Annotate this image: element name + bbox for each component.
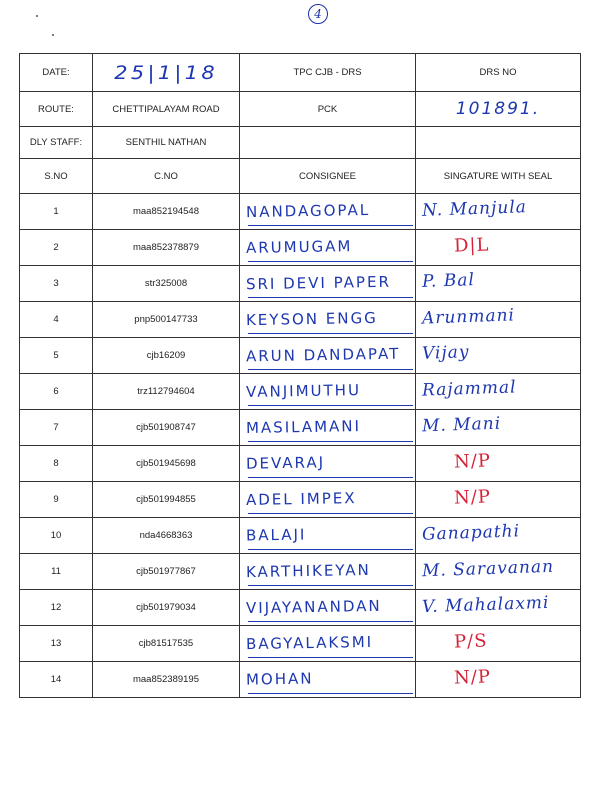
- drs-no-value: 101891.: [455, 99, 541, 119]
- row-signature: V. Mahalaxmi: [421, 592, 550, 618]
- staff-value: SENTHIL NATHAN: [93, 127, 240, 159]
- page-number-stamp: 4: [308, 4, 328, 24]
- route-row: [20, 92, 581, 127]
- consignee-header: CONSIGNEE: [240, 159, 416, 194]
- row-sno: 13: [20, 626, 93, 662]
- row-sno: 7: [20, 410, 93, 446]
- table-row: [20, 446, 581, 482]
- row-signature: Rajammal: [421, 377, 517, 401]
- row-consignee-cell: [240, 554, 416, 590]
- row-sno: 2: [20, 230, 93, 266]
- row-consignee: NANDAGOPAL: [245, 200, 371, 222]
- row-consignee: BAGYALAKSMI: [245, 632, 374, 654]
- row-consignee-cell: [240, 302, 416, 338]
- empty-cell: [240, 127, 416, 159]
- row-sno: 5: [20, 338, 93, 374]
- table-row: [20, 518, 581, 554]
- staff-row: [20, 127, 581, 159]
- cno-header: C.NO: [93, 159, 240, 194]
- row-cno: pnp500147733: [93, 302, 240, 338]
- row-cno: cjb501977867: [93, 554, 240, 590]
- table-row: [20, 374, 581, 410]
- table-row: [20, 410, 581, 446]
- row-signature: P/S: [453, 630, 488, 653]
- row-signature-cell: [416, 482, 581, 518]
- table-row: [20, 554, 581, 590]
- handwriting-underline: [248, 513, 413, 514]
- handwriting-underline: [248, 585, 413, 586]
- row-consignee: MOHAN: [245, 669, 314, 689]
- row-signature-cell: [416, 338, 581, 374]
- handwriting-underline: [248, 297, 413, 298]
- row-consignee-cell: [240, 482, 416, 518]
- handwriting-underline: [248, 405, 413, 406]
- speck: [36, 15, 38, 17]
- table-row: [20, 266, 581, 302]
- row-sno: 1: [20, 194, 93, 230]
- row-consignee-cell: [240, 230, 416, 266]
- row-signature-cell: [416, 518, 581, 554]
- handwriting-underline: [248, 657, 413, 658]
- row-consignee-cell: [240, 374, 416, 410]
- row-cno: maa852378879: [93, 230, 240, 266]
- table-row: [20, 230, 581, 266]
- date-value-cell: [93, 54, 240, 92]
- row-cno: cjb16209: [93, 338, 240, 374]
- row-consignee-cell: [240, 662, 416, 698]
- row-signature-cell: [416, 410, 581, 446]
- row-consignee: ARUN DANDAPAT: [245, 344, 401, 366]
- row-signature: Vijay: [421, 342, 470, 364]
- row-cno: cjb501908747: [93, 410, 240, 446]
- date-label: DATE:: [20, 54, 93, 92]
- row-signature: N/P: [453, 450, 492, 473]
- route-label: ROUTE:: [20, 92, 93, 127]
- row-cno: str325008: [93, 266, 240, 302]
- row-signature: N/P: [453, 486, 492, 509]
- row-signature: D|L: [453, 234, 490, 257]
- row-signature: N/P: [453, 666, 492, 689]
- row-consignee-cell: [240, 518, 416, 554]
- row-cno: cjb501994855: [93, 482, 240, 518]
- row-signature-cell: [416, 446, 581, 482]
- empty-cell: [416, 127, 581, 159]
- row-signature-cell: [416, 302, 581, 338]
- row-signature-cell: [416, 626, 581, 662]
- row-signature: M. Mani: [421, 413, 502, 437]
- table-row: [20, 482, 581, 518]
- row-signature: N. Manjula: [421, 197, 528, 221]
- row-signature-cell: [416, 590, 581, 626]
- staff-label: DLY STAFF:: [20, 127, 93, 159]
- table-row: [20, 302, 581, 338]
- handwriting-underline: [248, 369, 413, 370]
- handwriting-underline: [248, 621, 413, 622]
- handwriting-underline: [248, 549, 413, 550]
- row-sno: 12: [20, 590, 93, 626]
- handwriting-underline: [248, 261, 413, 262]
- row-consignee-cell: [240, 446, 416, 482]
- row-signature-cell: [416, 662, 581, 698]
- handwriting-underline: [248, 441, 413, 442]
- row-consignee: DEVARAJ: [245, 453, 326, 473]
- row-consignee-cell: [240, 626, 416, 662]
- row-consignee: SRI DEVI PAPER: [245, 272, 392, 294]
- row-consignee: KEYSON ENGG: [245, 308, 378, 330]
- row-cno: cjb81517535: [93, 626, 240, 662]
- row-signature-cell: [416, 194, 581, 230]
- table-row: [20, 338, 581, 374]
- row-cno: trz112794604: [93, 374, 240, 410]
- row-sno: 3: [20, 266, 93, 302]
- handwriting-underline: [248, 225, 413, 226]
- route-value: CHETTIPALAYAM ROAD: [93, 92, 240, 127]
- table-row: [20, 590, 581, 626]
- row-consignee-cell: [240, 338, 416, 374]
- row-cno: nda4668363: [93, 518, 240, 554]
- row-signature: M. Saravanan: [421, 556, 555, 582]
- row-consignee-cell: [240, 590, 416, 626]
- row-cno: maa852389195: [93, 662, 240, 698]
- row-consignee: MASILAMANI: [245, 416, 362, 438]
- row-sno: 4: [20, 302, 93, 338]
- row-sno: 6: [20, 374, 93, 410]
- row-signature: P. Bal: [421, 270, 476, 292]
- row-signature: Ganapathi: [421, 521, 521, 545]
- row-consignee-cell: [240, 266, 416, 302]
- handwriting-underline: [248, 477, 413, 478]
- row-consignee: VANJIMUTHU: [245, 380, 362, 402]
- row-signature-cell: [416, 374, 581, 410]
- row-cno: cjb501945698: [93, 446, 240, 482]
- drs-no-value-cell: [416, 92, 581, 127]
- row-consignee-cell: [240, 410, 416, 446]
- date-row: [20, 54, 581, 92]
- row-signature-cell: [416, 230, 581, 266]
- row-sno: 10: [20, 518, 93, 554]
- table-row: [20, 662, 581, 698]
- column-header-row: [20, 159, 581, 194]
- row-consignee-cell: [240, 194, 416, 230]
- row-consignee: VIJAYANANDAN: [245, 596, 382, 618]
- date-value: 25|1|18: [114, 61, 218, 84]
- row-signature: Arunmani: [421, 305, 516, 329]
- row-sno: 11: [20, 554, 93, 590]
- table-row: [20, 626, 581, 662]
- row-consignee: ARUMUGAM: [245, 237, 353, 257]
- table-row: [20, 194, 581, 230]
- row-cno: maa852194548: [93, 194, 240, 230]
- row-sno: 9: [20, 482, 93, 518]
- row-signature-cell: [416, 554, 581, 590]
- drs-no-label: DRS NO: [416, 54, 581, 92]
- delivery-run-sheet: [19, 53, 581, 698]
- pck-code: PCK: [240, 92, 416, 127]
- office-code: TPC CJB - DRS: [240, 54, 416, 92]
- row-sno: 8: [20, 446, 93, 482]
- row-consignee: BALAJI: [245, 525, 307, 545]
- sno-header: S.NO: [20, 159, 93, 194]
- row-cno: cjb501979034: [93, 590, 240, 626]
- handwriting-underline: [248, 333, 413, 334]
- handwriting-underline: [248, 693, 413, 694]
- row-consignee: KARTHIKEYAN: [245, 560, 371, 582]
- row-consignee: ADEL IMPEX: [245, 489, 357, 509]
- row-signature-cell: [416, 266, 581, 302]
- signature-header: SINGATURE WITH SEAL: [416, 159, 581, 194]
- row-sno: 14: [20, 662, 93, 698]
- speck: [52, 34, 54, 36]
